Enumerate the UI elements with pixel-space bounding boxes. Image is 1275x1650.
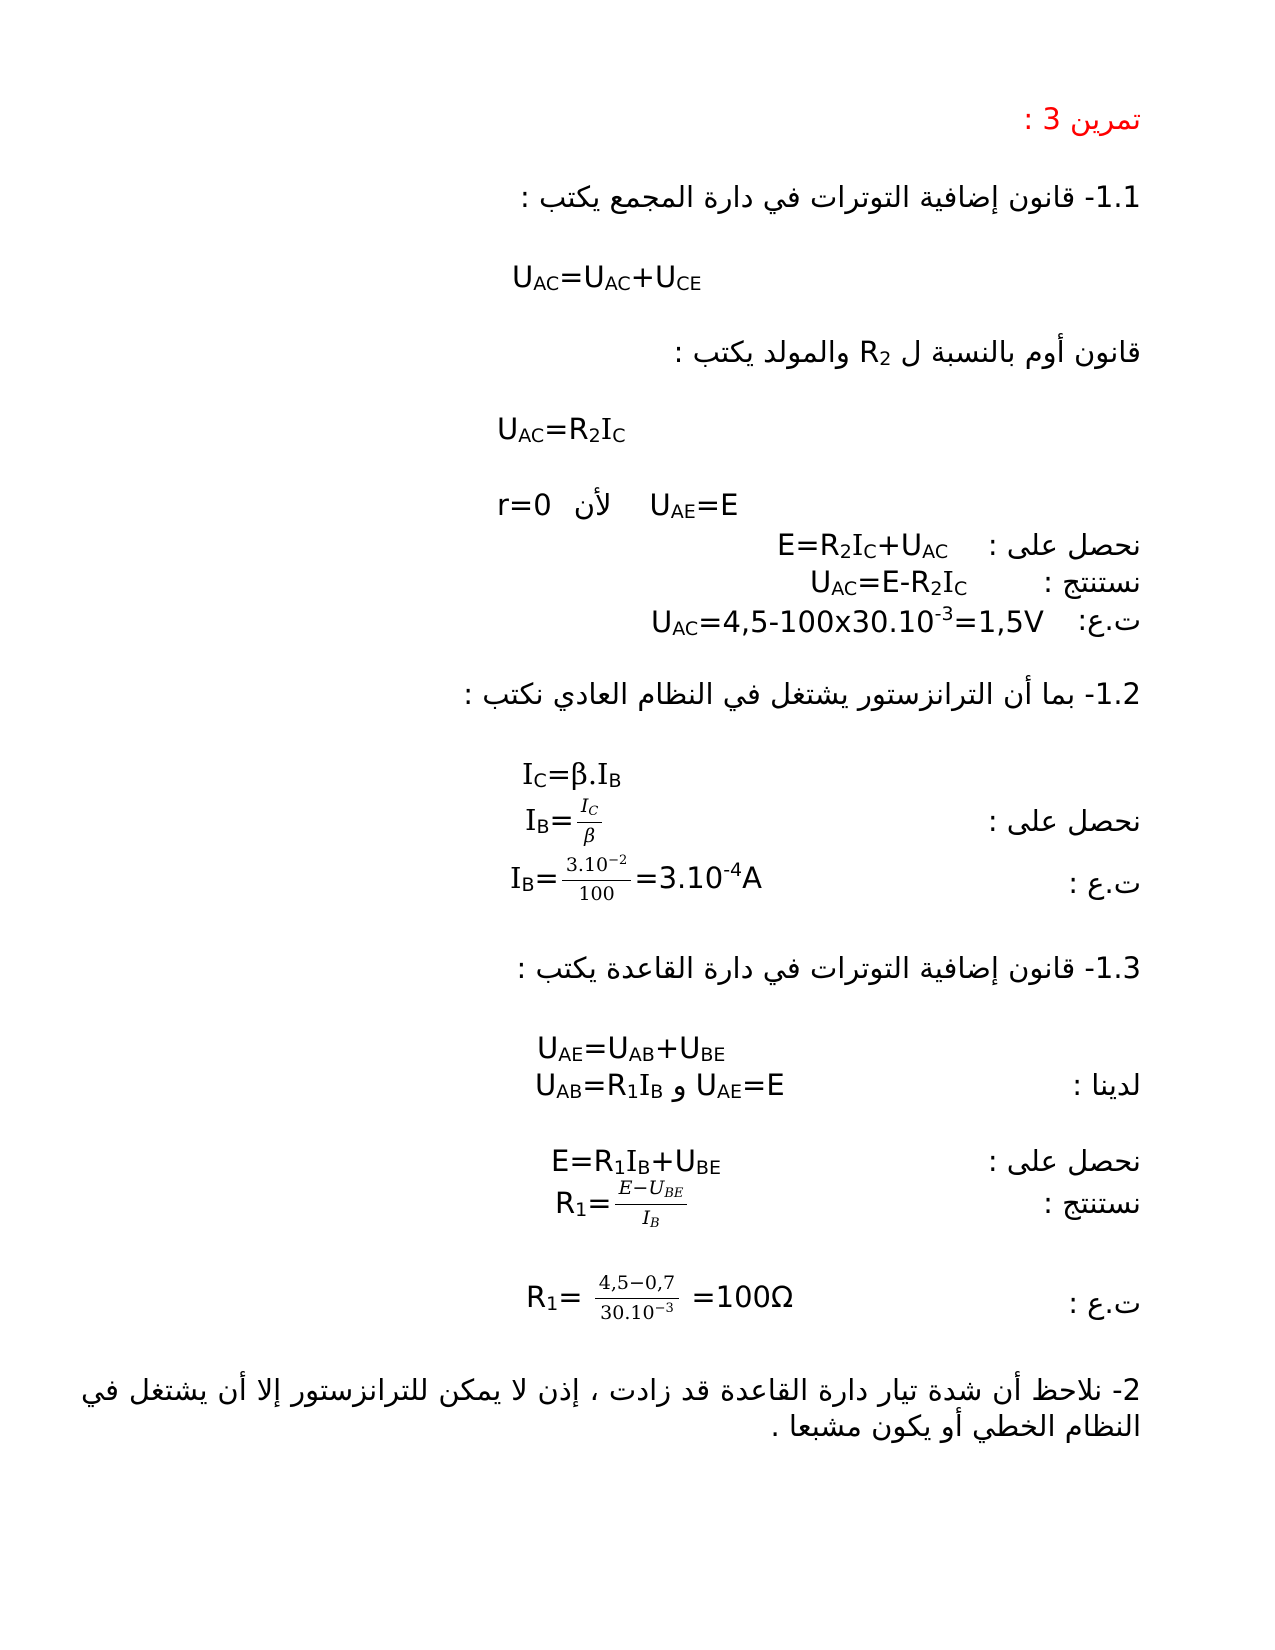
q11-deduce-label: نستنتج : xyxy=(1043,565,1141,599)
q12-numeric-fraction: $\frac{3.10^{-2}}{100}$ xyxy=(562,853,631,907)
exercise-title: تمرين 3 : xyxy=(1023,102,1141,136)
q12-ib-fraction: $\frac{I_C}{\beta}$ xyxy=(577,795,602,849)
q13-r1-fraction: $\frac{E-U_{BE}}{I_B}$ xyxy=(615,1177,688,1233)
q12-heading: 1.2- بما أن الترانزستور يشتغل في النظام العادي نكتب : xyxy=(463,677,1141,711)
q12-eq-gain: $I_C=\beta.I_B$ xyxy=(522,757,622,792)
q13-have-label: لدينا : xyxy=(1072,1068,1141,1102)
q11-obtain-eq: $E=R_2I_C+U_{AC}$ xyxy=(777,528,949,563)
q12-numeric-eq: $I_B=$ $\frac{3.10^{-2}}{100}$ $=3.10^{-4}A$ xyxy=(510,853,762,905)
q13-obtain-eq: $E=R_1I_B+U_{BE}$ xyxy=(551,1144,721,1179)
q13-numeric-eq: $R_1=$ $\frac{4,5-0,7}{30.10^{-3}}$ =100Ω xyxy=(526,1272,794,1324)
q11-deduce-eq: $U_{AC}=E-R_2I_C$ xyxy=(810,565,968,600)
q13-obtain-label: نحصل على : xyxy=(987,1144,1141,1178)
q13-eq-kirchhoff: $U_{AE}=U_{AB}+U_{BE}$ xyxy=(537,1031,726,1066)
q13-numeric-fraction: $\frac{4,5-0,7}{30.10^{-3}}$ xyxy=(595,1272,679,1326)
q11-eq-kirchhoff: $U_{AC}=U_{AC}+U_{CE}$ xyxy=(512,260,702,295)
q13-numeric-label: ت.ع : xyxy=(1068,1286,1141,1320)
q12-obtain-label: نحصل على : xyxy=(987,804,1141,838)
q11-numeric-label: ت.ع: xyxy=(1077,603,1141,637)
q11-ohm-law-text: قانون أوم بالنسبة ل $R_2$ والمولد يكتب : xyxy=(673,335,1141,370)
q11-obtain-label: نحصل على : xyxy=(987,528,1141,562)
q11-eq-ohm: $U_{AC}=R_2I_C$ xyxy=(497,412,626,447)
q11-numeric-eq: $U_{AC}=4,5-100x30.10^{-3}=1,5V$ xyxy=(651,603,1044,640)
q12-numeric-label: ت.ع : xyxy=(1068,866,1141,900)
q11-heading: 1.1- قانون إضافية التوترات في دارة المجمع يكتب : xyxy=(520,180,1141,214)
q13-deduce-eq: $R_1=$ $\frac{E-U_{BE}}{I_B}$ xyxy=(555,1177,690,1233)
q13-heading: 1.3- قانون إضافية التوترات في دارة القاعدة يكتب : xyxy=(516,951,1141,985)
q13-have-eq: $U_{AB}=R_1I_B$ و $U_{AE}=E$ xyxy=(535,1068,785,1103)
q13-deduce-label: نستنتج : xyxy=(1043,1186,1141,1220)
q2-conclusion: 2- نلاحظ أن شدة تيار دارة القاعدة قد زادت ، إذن لا يمكن للترانزستور إلا أن يشتغل في النظام الخطي أو يكون مشبعا . xyxy=(81,1373,1141,1444)
q11-eq-generator: r=0 لأن $U_{AE}=E$ xyxy=(497,488,739,523)
q12-eq-ib: $I_B=$ $\frac{I_C}{\beta}$ xyxy=(525,795,605,849)
